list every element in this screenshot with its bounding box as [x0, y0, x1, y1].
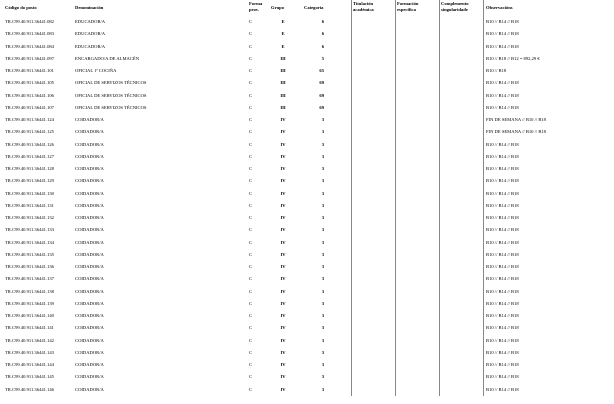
header-complemento-line2: singularidade: [441, 6, 468, 12]
cell-observacions: FIN DE SEMANA // B10 // B18: [486, 129, 546, 135]
cell-codigo: TR.C99.40.911.36441.128: [5, 166, 54, 171]
cell-codigo: TR.C99.40.911.36441.134: [5, 239, 54, 245]
cell-observacions: B10 // B14 // B18: [486, 104, 519, 110]
cell-denominacion: OFICIAL DE SERVIZOS TÉCNICOS: [75, 104, 147, 110]
cell-codigo: TR.C99.40.911.36441.133: [5, 227, 54, 233]
cell-codigo: TR.C99.40.911.36441.141: [5, 325, 54, 331]
cell-forma: C: [249, 264, 253, 269]
cell-denominacion: COIDADOR/A: [75, 288, 104, 294]
cell-categoria: 3: [321, 178, 324, 184]
cell-categoria: 69: [319, 80, 324, 86]
cell-grupo: IV: [280, 325, 286, 331]
cell-observacions: B10 // B14 // B18: [486, 31, 519, 37]
table-row: [0, 163, 614, 175]
cell-codigo: TR.C99.40.911.36441.127: [5, 153, 54, 159]
cell-forma: C: [249, 55, 253, 61]
cell-codigo: TR.C99.40.911.36441.107: [5, 104, 54, 110]
cell-denominacion: OFICIAL DE SERVIZOS TÉCNICOS: [75, 92, 147, 98]
cell-categoria: 3: [321, 337, 324, 343]
cell-forma: C: [249, 80, 253, 86]
cell-observacions: B10 // B14 // B18: [486, 337, 519, 343]
cell-categoria: 65: [319, 68, 324, 73]
cell-observacions: B10 // B14 // B18: [486, 92, 519, 98]
cell-categoria: 3: [321, 227, 324, 233]
cell-forma: C: [249, 68, 253, 73]
cell-denominacion: COIDADOR/A: [75, 264, 104, 269]
cell-forma: C: [249, 300, 253, 306]
cell-forma: C: [249, 337, 253, 343]
cell-observacions: B10 // B14 // B18: [486, 178, 519, 184]
cell-grupo: III: [280, 68, 286, 73]
cell-denominacion: OFICIAL 1ª COCIÑA: [75, 68, 117, 73]
cell-grupo: IV: [280, 264, 286, 269]
cell-categoria: 3: [321, 313, 324, 318]
cell-denominacion: COIDADOR/A: [75, 300, 104, 306]
cell-forma: C: [249, 43, 253, 49]
header-titulacion-line1: Titulación: [353, 1, 374, 6]
table-row: [0, 126, 614, 138]
cell-grupo: E: [281, 19, 285, 24]
cell-forma: C: [249, 374, 253, 380]
cell-forma: C: [249, 92, 253, 98]
cell-grupo: IV: [280, 251, 286, 257]
table-row: [0, 16, 614, 28]
cell-observacions: FIN DE SEMANA // B10 // B18: [486, 117, 546, 122]
table-row: [0, 359, 614, 371]
cell-observacions: B10 // B14 // B18: [486, 227, 519, 233]
cell-categoria: 3: [321, 325, 324, 331]
table-row: [0, 261, 614, 273]
table-row: [0, 310, 614, 322]
cell-grupo: E: [281, 31, 285, 37]
cell-forma: C: [249, 313, 253, 318]
cell-denominacion: COIDADOR/A: [75, 349, 104, 355]
cell-grupo: E: [281, 43, 285, 49]
cell-observacions: B10 // B18: [486, 68, 507, 73]
cell-denominacion: COIDADOR/A: [75, 153, 104, 159]
cell-observacions: B10 // B14 // B18: [486, 374, 519, 380]
cell-grupo: IV: [280, 362, 286, 367]
cell-observacions: B10 // B14 // B18: [486, 19, 519, 24]
cell-grupo: IV: [280, 288, 286, 294]
cell-categoria: 3: [321, 153, 324, 159]
cell-denominacion: EDUCADOR/A: [75, 31, 106, 37]
cell-forma: C: [249, 104, 253, 110]
cell-denominacion: EDUCADOR/A: [75, 19, 106, 24]
cell-forma: C: [249, 202, 253, 208]
cell-forma: C: [249, 239, 253, 245]
cell-denominacion: OFICIAL DE SERVIZOS TÉCNICOS: [75, 80, 147, 86]
header-codigo: Código do posto: [5, 5, 37, 10]
cell-observacions: B10 // B14 // B18: [486, 264, 519, 269]
cell-denominacion: COIDADOR/A: [75, 313, 104, 318]
table-row: [0, 77, 614, 89]
table-row: [0, 298, 614, 310]
cell-grupo: III: [280, 80, 286, 86]
cell-codigo: TR.C99.40.911.36441.146: [5, 386, 54, 392]
cell-categoria: 6: [321, 43, 324, 49]
cell-codigo: TR.C99.40.911.36441.132: [5, 215, 54, 220]
cell-codigo: TR.C99.40.911.36441.126: [5, 141, 54, 147]
cell-forma: C: [249, 276, 253, 282]
cell-codigo: TR.C99.40.911.36441.124: [5, 117, 54, 122]
table-row: [0, 224, 614, 236]
cell-categoria: 3: [321, 129, 324, 135]
cell-forma: C: [249, 178, 253, 184]
table-row: [0, 28, 614, 40]
cell-observacions: B10 // B18 // B12 = 892,29 €: [486, 55, 540, 61]
cell-observacions: B10 // B14 // B18: [486, 313, 519, 318]
cell-observacions: B10 // B14 // B18: [486, 362, 519, 367]
cell-grupo: IV: [280, 166, 286, 171]
cell-codigo: TR.C99.40.911.36441.083: [5, 31, 54, 37]
cell-categoria: 69: [319, 92, 324, 98]
cell-codigo: TR.C99.40.911.36441.129: [5, 178, 54, 184]
cell-denominacion: COIDADOR/A: [75, 166, 104, 171]
table-row: [0, 139, 614, 151]
cell-grupo: IV: [280, 215, 286, 220]
cell-forma: C: [249, 227, 253, 233]
cell-codigo: TR.C99.40.911.36441.137: [5, 276, 54, 282]
cell-codigo: TR.C99.40.911.36441.144: [5, 362, 54, 367]
cell-categoria: 3: [321, 276, 324, 282]
header-grupo: Grupo: [271, 5, 285, 10]
table-row: [0, 114, 614, 126]
table-row: [0, 53, 614, 65]
cell-categoria: 3: [321, 288, 324, 294]
cell-grupo: IV: [280, 178, 286, 184]
cell-observacions: B10 // B14 // B18: [486, 300, 519, 306]
cell-grupo: IV: [280, 227, 286, 233]
cell-forma: C: [249, 251, 253, 257]
cell-codigo: TR.C99.40.911.36441.131: [5, 202, 54, 208]
table-row: [0, 273, 614, 285]
cell-grupo: IV: [280, 129, 286, 135]
cell-observacions: B10 // B14 // B18: [486, 276, 519, 282]
cell-denominacion: COIDADOR/A: [75, 141, 104, 147]
cell-forma: C: [249, 349, 253, 355]
cell-denominacion: COIDADOR/A: [75, 325, 104, 331]
cell-codigo: TR.C99.40.911.36441.106: [5, 92, 54, 98]
cell-grupo: IV: [280, 374, 286, 380]
cell-observacions: B10 // B14 // B18: [486, 80, 519, 86]
cell-denominacion: COIDADOR/A: [75, 386, 104, 392]
cell-denominacion: COIDADOR/A: [75, 117, 104, 122]
cell-observacions: B10 // B14 // B18: [486, 251, 519, 257]
cell-categoria: 3: [321, 117, 324, 122]
table-row: [0, 249, 614, 261]
cell-grupo: IV: [280, 141, 286, 147]
table-row: [0, 65, 614, 77]
cell-categoria: 3: [321, 349, 324, 355]
cell-categoria: 3: [321, 239, 324, 245]
table-row: [0, 41, 614, 53]
cell-codigo: TR.C99.40.911.36441.138: [5, 288, 54, 294]
cell-denominacion: COIDADOR/A: [75, 374, 104, 380]
cell-categoria: 5: [321, 55, 324, 61]
cell-observacions: B10 // B14 // B18: [486, 325, 519, 331]
cell-forma: C: [249, 325, 253, 331]
cell-denominacion: COIDADOR/A: [75, 202, 104, 208]
cell-categoria: 3: [321, 202, 324, 208]
cell-denominacion: COIDADOR/A: [75, 251, 104, 257]
cell-denominacion: COIDADOR/A: [75, 129, 104, 135]
cell-forma: C: [249, 166, 253, 171]
cell-forma: C: [249, 288, 253, 294]
cell-observacions: B10 // B14 // B18: [486, 288, 519, 294]
cell-codigo: TR.C99.40.911.36441.101: [5, 68, 54, 73]
cell-codigo: TR.C99.40.911.36441.142: [5, 337, 54, 343]
cell-observacions: B10 // B14 // B18: [486, 153, 519, 159]
cell-forma: C: [249, 362, 253, 367]
cell-categoria: 6: [321, 31, 324, 37]
cell-observacions: B10 // B14 // B18: [486, 386, 519, 392]
cell-grupo: IV: [280, 117, 286, 122]
positions-table: [0, 16, 614, 396]
cell-categoria: 3: [321, 190, 324, 196]
header-titulacion-line2: académica: [353, 6, 374, 12]
cell-denominacion: COIDADOR/A: [75, 227, 104, 233]
cell-forma: C: [249, 141, 253, 147]
cell-codigo: TR.C99.40.911.36441.130: [5, 190, 54, 196]
cell-codigo: TR.C99.40.911.36441.135: [5, 251, 54, 257]
table-row: [0, 188, 614, 200]
cell-categoria: 3: [321, 374, 324, 380]
cell-observacions: B10 // B14 // B18: [486, 141, 519, 147]
cell-observacions: B10 // B14 // B18: [486, 239, 519, 245]
cell-observacions: B10 // B14 // B18: [486, 349, 519, 355]
cell-denominacion: COIDADOR/A: [75, 239, 104, 245]
cell-denominacion: COIDADOR/A: [75, 337, 104, 343]
table-row: [0, 322, 614, 334]
cell-grupo: III: [280, 92, 286, 98]
cell-denominacion: EDUCADOR/A: [75, 43, 106, 49]
cell-forma: C: [249, 129, 253, 135]
table-row: [0, 212, 614, 224]
cell-codigo: TR.C99.40.911.36441.084: [5, 43, 54, 49]
cell-observacions: B10 // B14 // B18: [486, 202, 519, 208]
table-row: [0, 90, 614, 102]
cell-forma: C: [249, 386, 253, 392]
cell-grupo: IV: [280, 300, 286, 306]
cell-observacions: B10 // B14 // B18: [486, 190, 519, 196]
cell-codigo: TR.C99.40.911.36441.140: [5, 313, 54, 318]
cell-forma: C: [249, 215, 253, 220]
cell-codigo: TR.C99.40.911.36441.082: [5, 19, 54, 24]
table-row: [0, 200, 614, 212]
cell-forma: C: [249, 31, 253, 37]
cell-forma: C: [249, 19, 253, 24]
cell-codigo: TR.C99.40.911.36441.136: [5, 264, 54, 269]
cell-forma: C: [249, 117, 253, 122]
cell-denominacion: COIDADOR/A: [75, 215, 104, 220]
cell-observacions: B10 // B14 // B18: [486, 215, 519, 220]
cell-denominacion: COIDADOR/A: [75, 362, 104, 367]
cell-categoria: 3: [321, 251, 324, 257]
cell-grupo: IV: [280, 239, 286, 245]
header-formacion-line2: específica: [397, 6, 416, 12]
cell-grupo: III: [280, 55, 286, 61]
table-row: [0, 102, 614, 114]
cell-grupo: IV: [280, 276, 286, 282]
table-row: [0, 151, 614, 163]
cell-categoria: 3: [321, 166, 324, 171]
header-categoria: Categoría: [304, 5, 324, 10]
cell-denominacion: COIDADOR/A: [75, 276, 104, 282]
cell-grupo: IV: [280, 313, 286, 318]
cell-denominacion: COIDADOR/A: [75, 178, 104, 184]
cell-codigo: TR.C99.40.911.36441.145: [5, 374, 54, 380]
cell-codigo: TR.C99.40.911.36441.143: [5, 349, 54, 355]
table-row: [0, 237, 614, 249]
cell-categoria: 3: [321, 141, 324, 147]
table-row: [0, 384, 614, 396]
cell-grupo: III: [280, 104, 286, 110]
cell-categoria: 69: [319, 104, 324, 110]
table-row: [0, 371, 614, 383]
header-formacion-line1: Formación: [397, 1, 419, 6]
header-denominacion: Denominación: [75, 5, 104, 10]
cell-observacions: B10 // B14 // B18: [486, 166, 519, 171]
cell-codigo: TR.C99.40.911.36441.139: [5, 300, 54, 306]
cell-categoria: 3: [321, 264, 324, 269]
header-forma-line2: prov.: [249, 6, 259, 12]
cell-grupo: IV: [280, 337, 286, 343]
cell-forma: C: [249, 153, 253, 159]
table-header: [0, 0, 614, 16]
header-observacions: Observacións: [486, 5, 513, 10]
cell-observacions: B10 // B14 // B18: [486, 43, 519, 49]
cell-denominacion: COIDADOR/A: [75, 190, 104, 196]
cell-codigo: TR.C99.40.911.36441.097: [5, 55, 54, 61]
table-row: [0, 175, 614, 187]
cell-denominacion: ENCARGADO/A DE ALMACÉN: [75, 55, 140, 61]
cell-forma: C: [249, 190, 253, 196]
cell-categoria: 3: [321, 362, 324, 367]
cell-categoria: 6: [321, 19, 324, 24]
cell-grupo: IV: [280, 190, 286, 196]
table-row: [0, 347, 614, 359]
cell-grupo: IV: [280, 153, 286, 159]
cell-codigo: TR.C99.40.911.36441.125: [5, 129, 54, 135]
cell-categoria: 3: [321, 386, 324, 392]
cell-grupo: IV: [280, 349, 286, 355]
cell-categoria: 3: [321, 215, 324, 220]
cell-grupo: IV: [280, 202, 286, 208]
header-complemento-line1: Complemento: [441, 1, 469, 6]
cell-codigo: TR.C99.40.911.36441.105: [5, 80, 54, 86]
cell-categoria: 3: [321, 300, 324, 306]
cell-grupo: IV: [280, 386, 286, 392]
table-row: [0, 335, 614, 347]
header-forma-line1: Forma: [249, 1, 263, 6]
table-row: [0, 286, 614, 298]
